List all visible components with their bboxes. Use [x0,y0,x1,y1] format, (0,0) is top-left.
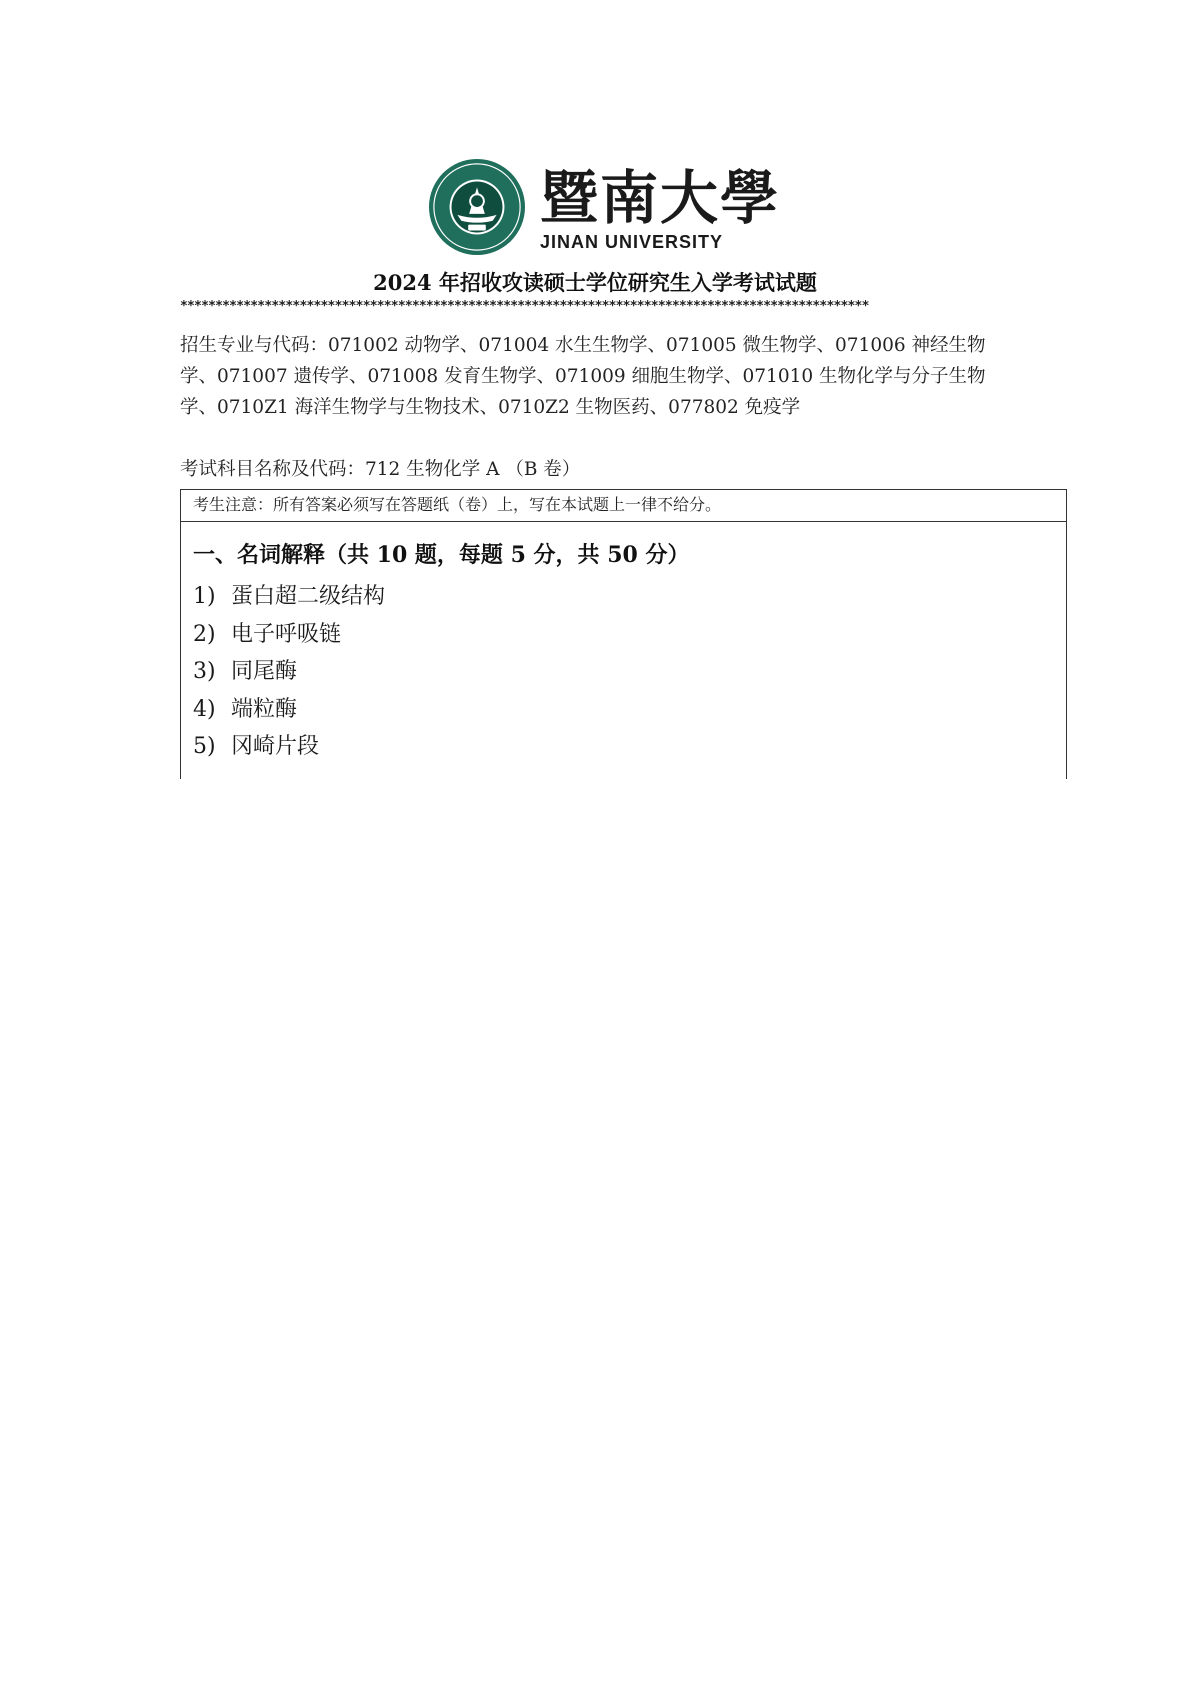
question-text: 同尾酶 [231,659,298,684]
subject-text: 考试科目名称及代码：712 生物化学 A （B 卷） [180,459,581,480]
question-number: 5) [193,734,216,759]
question-text: 端粒酶 [231,696,298,722]
exam-title: 2024 年招收攻读硕士学位研究生入学考试试题 [373,270,817,295]
question-item [193,691,1033,729]
notice-text: 考生注意：所有答案必须写在答题纸（卷）上，写在本试题上一律不给分。 [181,490,1066,522]
section-heading: 一、名词解释（共 10 题，每题 5 分，共 50 分） [193,542,690,568]
question-number: 4) [193,696,216,722]
question-text: 电子呼吸链 [231,621,342,647]
question-number: 2) [193,621,216,647]
question-item [193,728,1033,766]
wordmark [540,162,781,258]
question-list [193,578,1033,766]
question-number: 1) [193,584,216,609]
question-box [180,489,1067,779]
university-name-en: JINAN UNIVERSITY [540,232,724,252]
separator-line: ************************************************************************************************** [180,300,869,314]
question-item [193,616,1033,654]
question-item [193,578,1033,616]
university-name-cn: 暨南大學 [540,164,781,232]
university-logo [428,158,781,258]
question-item [193,653,1033,691]
question-text: 蛋白超二级结构 [231,584,386,609]
question-number: 3) [193,659,216,684]
question-text: 冈崎片段 [231,734,320,759]
university-seal-icon [428,158,526,256]
majors-text: 招生专业与代码：071002 动物学、071004 水生生物学、071005 微生物学、071006 神经生物学、071007 遗传学、071008 发育生物学、071009 细胞生物学、071010 生物化学与分子生物学、0710Z1 海洋生物学与生物技术、0710Z2 生物医药、077802 免疫学 [180,335,986,418]
